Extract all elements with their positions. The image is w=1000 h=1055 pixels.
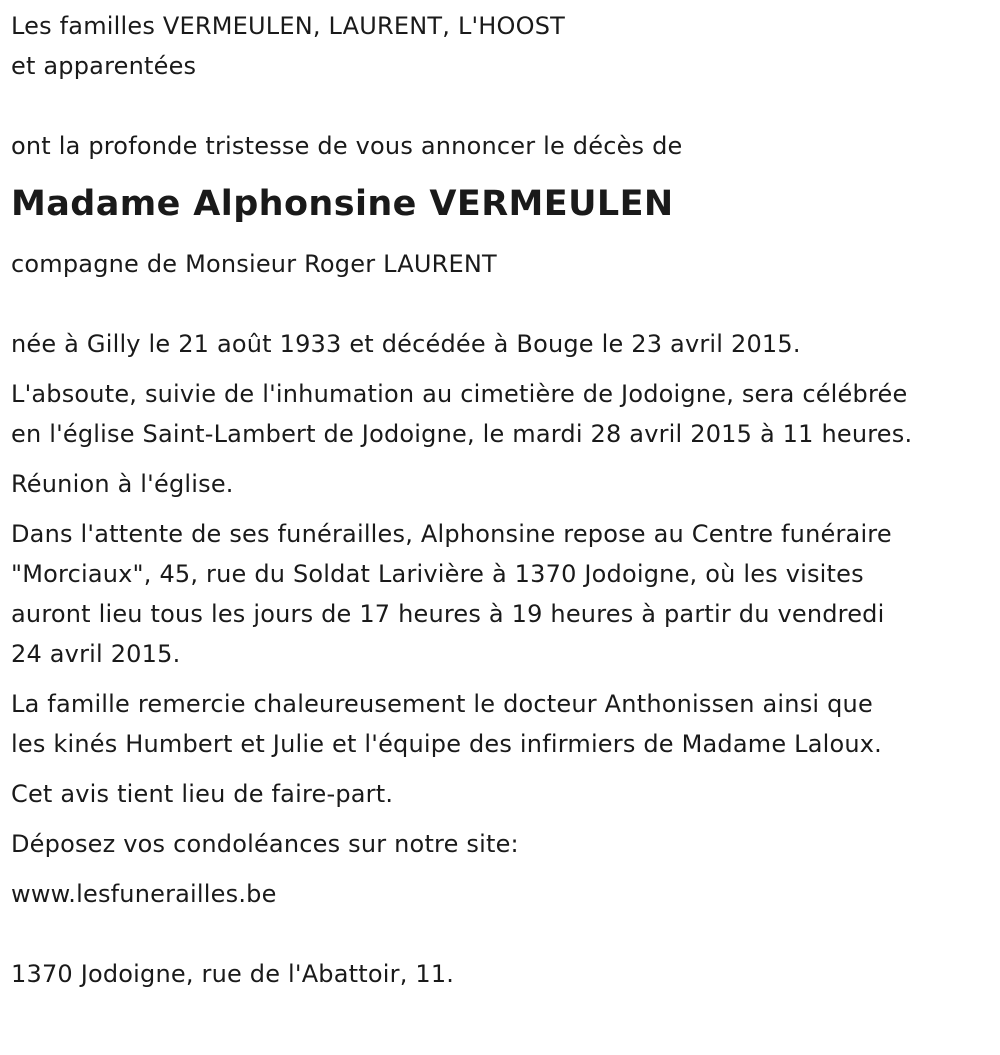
ceremony-paragraph <box>11 374 991 454</box>
visits-line: auront lieu tous les jours de 17 heures à 19 heures à partir du vendredi <box>11 600 885 628</box>
thanks-line: La famille remercie chaleureusement le docteur Anthonissen ainsi que <box>11 690 873 718</box>
visits-line: 24 avril 2015. <box>11 640 181 668</box>
announcement-text: ont la profonde tristesse de vous annoncer le décès de <box>11 132 683 160</box>
notice-statement: Cet avis tient lieu de faire-part. <box>11 780 394 808</box>
address-text: 1370 Jodoigne, rue de l'Abattoir, 11. <box>11 960 455 988</box>
thanks-paragraph <box>11 684 991 764</box>
website-link[interactable]: www.lesfunerailles.be <box>11 880 277 908</box>
ceremony-line: en l'église Saint-Lambert de Jodoigne, le mardi 28 avril 2015 à 11 heures. <box>11 420 913 448</box>
visits-line: "Morciaux", 45, rue du Soldat Larivière à 1370 Jodoigne, où les visites <box>11 560 864 588</box>
condolences-prompt: Déposez vos condoléances sur notre site: <box>11 830 519 858</box>
spacer <box>11 284 991 324</box>
spacer <box>11 914 991 954</box>
ceremony-line: L'absoute, suivie de l'inhumation au cimetière de Jodoigne, sera célébrée <box>11 380 908 408</box>
thanks-line: les kinés Humbert et Julie et l'équipe des infirmiers de Madame Laloux. <box>11 730 883 758</box>
companion-text: compagne de Monsieur Roger LAURENT <box>11 250 497 278</box>
death-notice <box>11 6 991 994</box>
meeting-text: Réunion à l'église. <box>11 470 234 498</box>
families-line: Les familles VERMEULEN, LAURENT, L'HOOST <box>11 12 566 40</box>
relatives-line: et apparentées <box>11 52 197 80</box>
visits-paragraph <box>11 514 991 674</box>
birth-death-text: née à Gilly le 21 août 1933 et décédée à Bouge le 23 avril 2015. <box>11 330 801 358</box>
deceased-name: Madame Alphonsine VERMEULEN <box>11 184 674 224</box>
visits-line: Dans l'attente de ses funérailles, Alphonsine repose au Centre funéraire <box>11 520 892 548</box>
spacer <box>11 86 991 126</box>
